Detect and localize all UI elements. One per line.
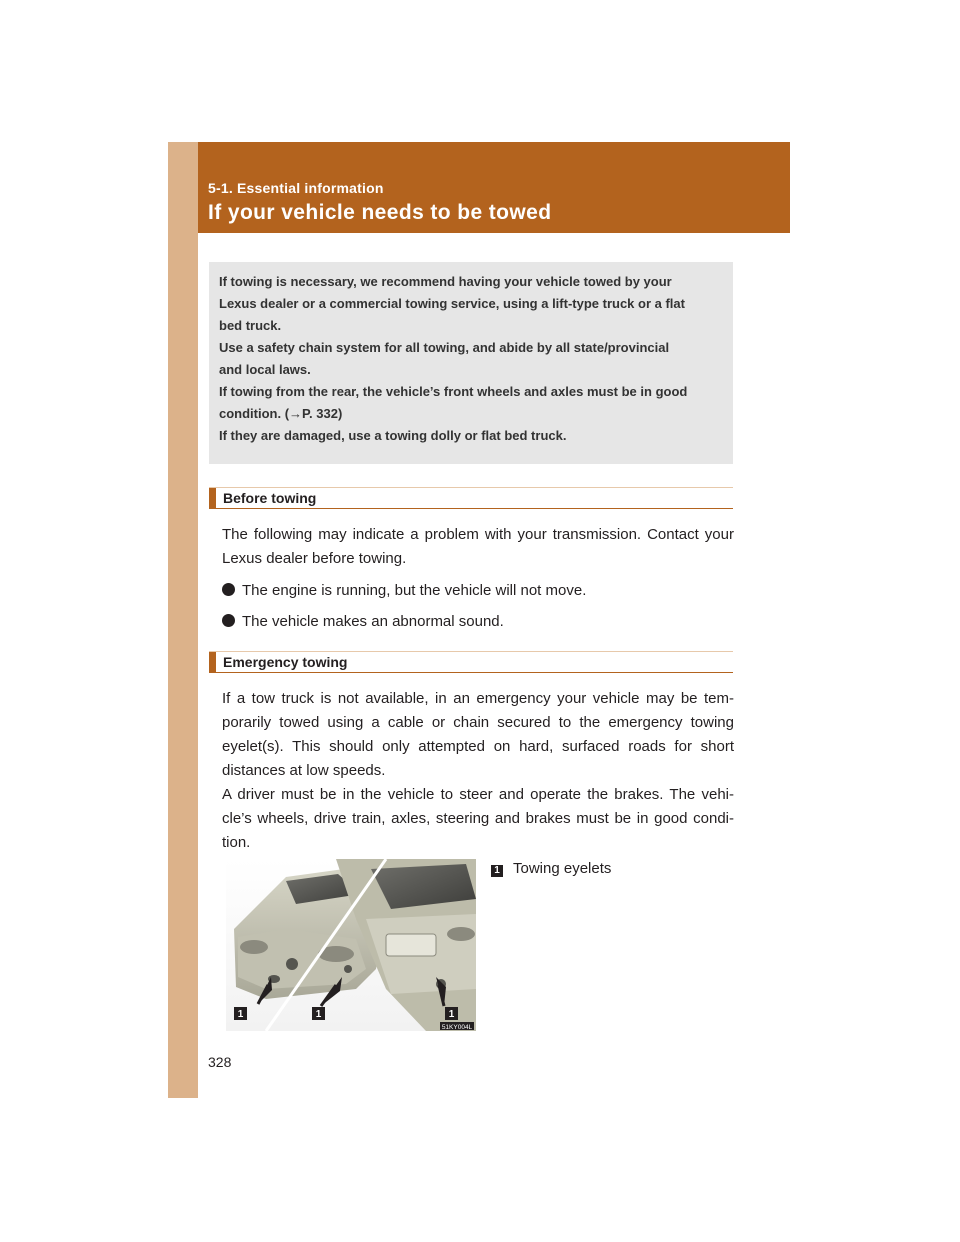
bullet-item (222, 613, 504, 630)
bullet-icon (222, 583, 235, 596)
legend-label: Towing eyelets (513, 860, 612, 877)
page-number: 328 (208, 1054, 232, 1070)
intro-line: and local laws. (219, 362, 311, 377)
emergency-towing-text-2: A driver must be in the vehicle to steer and operate the brakes. The vehi-cle’s wheels, drive train, axles, steering and brakes must be in good condi-tion. (222, 786, 734, 851)
page-title: If your vehicle needs to be towed (208, 201, 552, 224)
intro-line: If they are damaged, use a towing dolly or flat bed truck. (219, 428, 567, 443)
page-side-bar (168, 142, 198, 1098)
bullet-item (222, 582, 586, 599)
callout-number: 1 (315, 1009, 322, 1020)
intro-line: bed truck. (219, 318, 282, 333)
car-illustration (226, 859, 476, 1031)
intro-line: condition. (→P. 332) (219, 406, 343, 421)
figure-legend (491, 860, 611, 877)
heading-marker (209, 488, 216, 509)
before-towing-heading (209, 487, 733, 509)
towing-eyelets-illustration (226, 859, 476, 1031)
emergency-towing-heading (209, 651, 733, 673)
callout-number: 1 (448, 1009, 455, 1020)
intro-line: If towing from the rear, the vehicle’s front wheels and axles must be in good (219, 384, 688, 399)
bullet-text: The vehicle makes an abnormal sound. (242, 613, 504, 630)
figure-code: 51KY004L (441, 1024, 473, 1031)
intro-text (219, 271, 715, 447)
intro-line: If towing is necessary, we recommend having your vehicle towed by your (219, 274, 672, 289)
intro-line: Lexus dealer or a commercial towing service, using a lift-type truck or a flat (219, 296, 685, 311)
legend-number: 1 (491, 865, 503, 877)
callout-number: 1 (237, 1009, 244, 1020)
bullet-icon (222, 614, 235, 627)
bullet-text: The engine is running, but the vehicle will not move. (242, 582, 587, 599)
section-label: 5-1. Essential information (208, 180, 384, 196)
heading-text: Emergency towing (223, 654, 348, 670)
emergency-towing-text: If a tow truck is not available, in an emergency your vehicle may be tem-porarily towed using a cable or chain secured to the emergency towing eyelet(s). This should only attempted on hard, surfaced roads for short distances at low speeds. (222, 690, 734, 779)
before-towing-text: The following may indicate a problem with your transmission. Contact your Lexus dealer before towing. (222, 526, 734, 567)
intro-line: Use a safety chain system for all towing, and abide by all state/provincial (219, 340, 670, 355)
heading-marker (209, 652, 216, 673)
heading-text: Before towing (223, 490, 317, 506)
